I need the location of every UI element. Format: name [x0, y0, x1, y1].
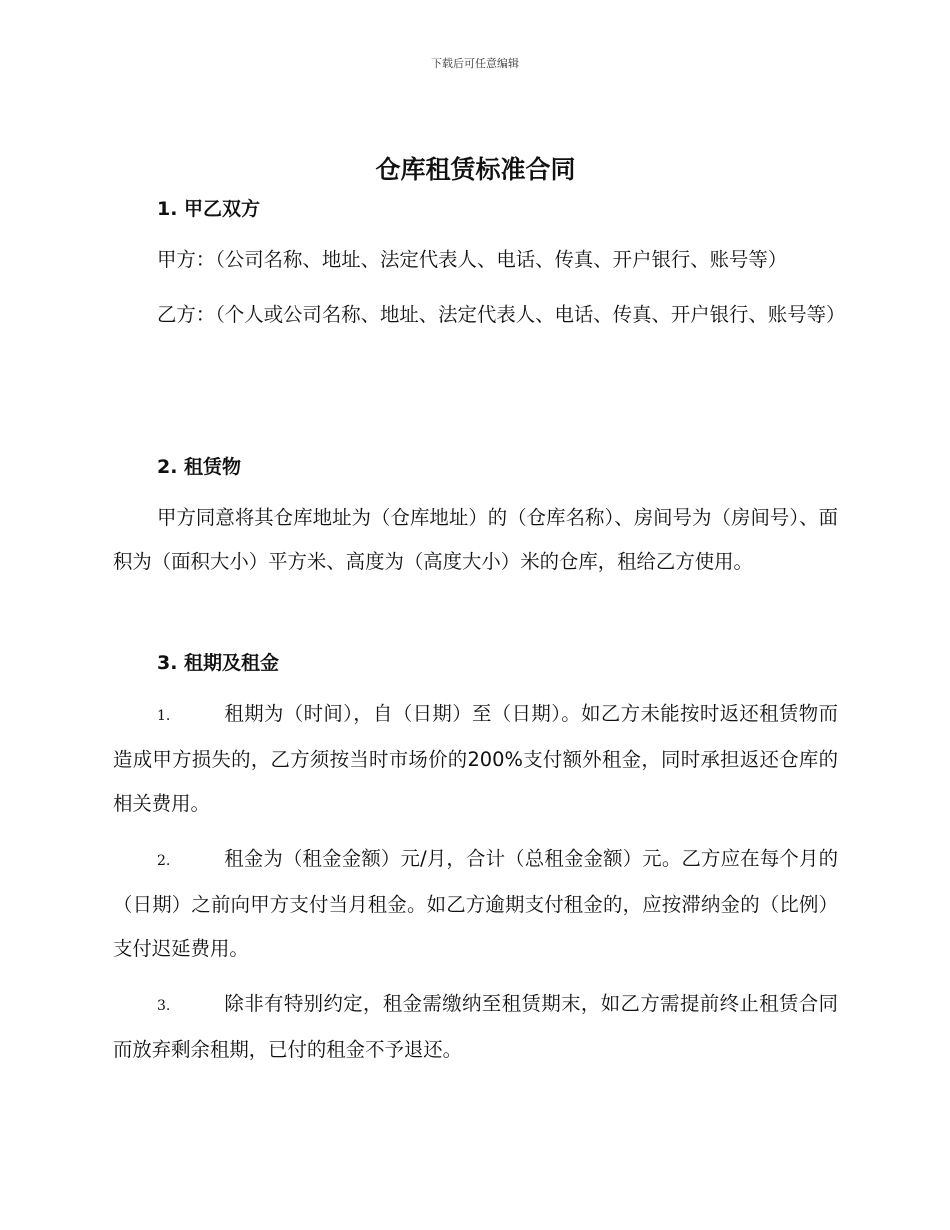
- paragraph-party-b: 乙方：（个人或公司名称、地址、法定代表人、电话、传真、开户银行、账号等）: [157, 303, 846, 326]
- list-item-number: 2.: [157, 853, 171, 869]
- list-item: [113, 692, 838, 826]
- paragraph-property: 甲方同意将其仓库地址为（仓库地址）的（仓库名称）、房间号为（房间号）、面积为（面积大小）平方米、高度为（高度大小）米的仓库，租给乙方使用。: [113, 506, 838, 573]
- list-item-text: 租期为（时间），自（日期）至（日期）。如乙方未能按时返还租赁物而造成甲方损失的，乙方须按当时市场价的200%支付额外租金，同时承担返还仓库的相关费用。: [113, 702, 838, 815]
- list-item: [113, 837, 838, 971]
- document-title: 仓库租赁标准合同: [375, 155, 576, 184]
- paragraph-party-a: 甲方：（公司名称、地址、法定代表人、电话、传真、开户银行、账号等）: [157, 248, 788, 271]
- list-item: [113, 982, 838, 1072]
- section-term-and-rent: [113, 648, 838, 1072]
- section-heading: 3. 租期及租金: [157, 652, 280, 674]
- section-heading: 2. 租赁物: [157, 456, 242, 478]
- document-body: [113, 148, 846, 1061]
- section-leased-property: [113, 452, 838, 584]
- list-item-number: 1.: [157, 708, 171, 724]
- page-header: 下载后可任意编辑: [431, 57, 519, 70]
- list-item-number: 3.: [157, 998, 171, 1014]
- section-parties: [113, 194, 846, 494]
- section-heading: 1. 甲乙双方: [157, 198, 261, 220]
- list-item-text: 租金为（租金金额）元/月，合计（总租金金额）元。乙方应在每个月的（日期）之前向甲方支付当月租金。如乙方逾期支付租金的，应按滞纳金的（比例）支付迟延费用。: [113, 847, 838, 960]
- list-item-text: 除非有特别约定，租金需缴纳至租赁期末，如乙方需提前终止租赁合同而放弃剩余租期，已付的租金不予退还。: [113, 992, 838, 1061]
